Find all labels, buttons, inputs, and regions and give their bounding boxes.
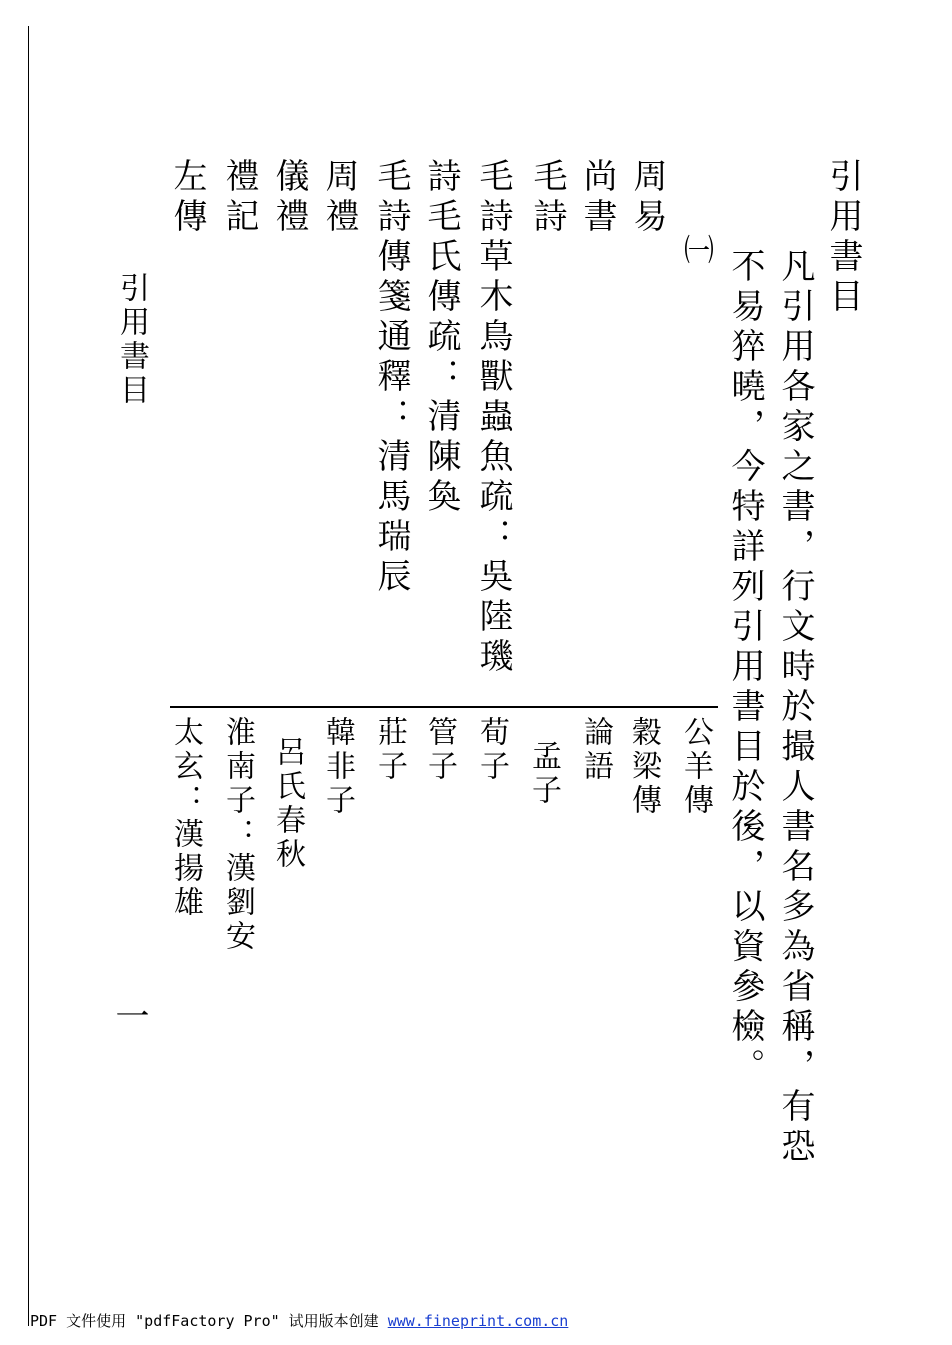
page-heading: 引用書目 <box>823 158 863 318</box>
section-marker: ㈠ <box>678 234 713 268</box>
entry-taixuan: 太玄：漢揚雄 <box>168 716 203 920</box>
entry-lvshi-chunqiu: 呂氏春秋 <box>270 736 305 872</box>
entry-mengzi: 孟子 <box>526 740 561 808</box>
entry-maoshi-zhuanjian: 毛詩傳箋通釋：清馬瑞辰 <box>371 158 411 598</box>
footer-text: PDF 文件使用 "pdfFactory Pro" 试用版本创建 <box>30 1312 388 1330</box>
entry-xunzi: 荀子 <box>474 716 509 784</box>
entry-hanfeizi: 韓非子 <box>320 716 355 818</box>
section-divider-rule <box>170 706 718 708</box>
entry-liji: 禮記 <box>219 158 259 238</box>
entry-shangshu: 尚書 <box>577 158 617 238</box>
intro-line-2: 不易猝曉，今特詳列引用書目於後，以資參檢。 <box>725 248 765 1088</box>
entry-yili: 儀禮 <box>269 158 309 238</box>
entry-shi-maoshi-zhuanshu: 詩毛氏傳疏：清陳奐 <box>421 158 461 518</box>
entry-guanzi: 管子 <box>422 716 457 784</box>
entry-guliang: 穀梁傳 <box>626 716 661 818</box>
page-number: 一 <box>109 998 149 1038</box>
pdf-footer <box>30 1310 568 1331</box>
entry-gongyang: 公羊傳 <box>678 716 713 818</box>
entry-maoshi-caomu: 毛詩草木鳥獸蟲魚疏：吳陸璣 <box>473 158 513 678</box>
running-title: 引用書目 <box>114 272 149 408</box>
intro-line-1: 凡引用各家之書，行文時於撮人書名多為省稱，有恐 <box>775 248 815 1168</box>
entry-huainanzi: 淮南子：漢劉安 <box>220 716 255 954</box>
entry-maoshi: 毛詩 <box>527 158 567 238</box>
footer-link[interactable]: www.fineprint.com.cn <box>387 1312 569 1330</box>
entry-zuozhuan: 左傳 <box>167 158 207 238</box>
entry-zhouyi: 周易 <box>627 158 667 238</box>
entry-zhouli: 周禮 <box>319 158 359 238</box>
page-left-rule <box>28 26 29 1326</box>
entry-lunyu: 論語 <box>578 716 613 784</box>
entry-zhuangzi: 莊子 <box>372 716 407 784</box>
